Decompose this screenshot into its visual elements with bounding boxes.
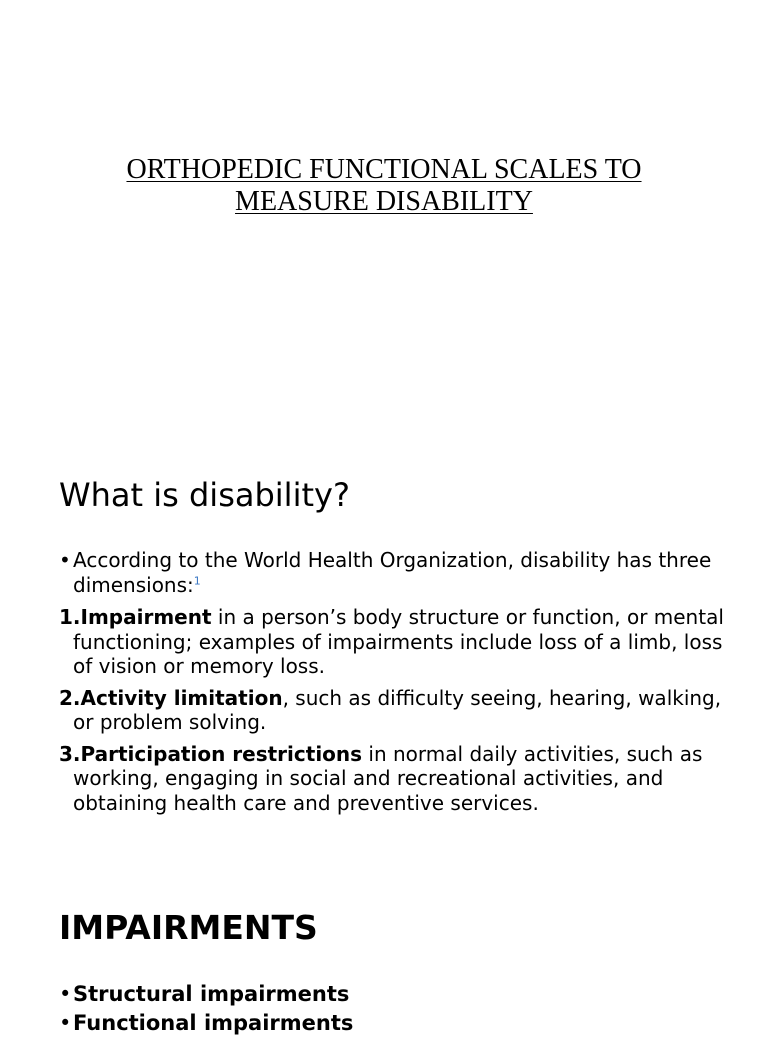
impairments-heading: IMPAIRMENTS [59, 908, 318, 947]
dimension-term: Impairment [80, 605, 212, 629]
impairments-list [59, 980, 729, 1038]
presentation-title [0, 154, 768, 218]
dimension-text: , such as difficulty seeing, hearing, walking, or problem solving. [73, 685, 722, 734]
title-line-1: ORTHOPEDIC FUNCTIONAL SCALES TO [126, 154, 642, 185]
dimension-number: 1. [59, 605, 81, 629]
dimension-item [59, 686, 729, 735]
bullet-dot: • [59, 982, 72, 1006]
who-bullet-text: According to the World Health Organization, disability has three dimensions: [73, 548, 712, 597]
impairment-label: Structural impairments [73, 982, 350, 1006]
dimension-number: 2. [59, 685, 81, 710]
dimension-item [59, 742, 729, 816]
impairment-label: Functional impairments [73, 1011, 354, 1035]
title-slide [0, 0, 768, 430]
bullet-dot: • [59, 548, 71, 572]
dimension-term: Activity limitation [80, 685, 283, 710]
impairments-slide [0, 880, 768, 1035]
dimension-text: in a person’s body structure or function, or mental functioning; examples of impairments include loss of a limb, loss of vision or memory loss. [73, 605, 724, 678]
disability-heading: What is disability? [59, 476, 350, 514]
disability-body [59, 548, 729, 822]
bullet-dot: • [59, 1011, 72, 1035]
dimension-text: in normal daily activities, such as working, engaging in social and recreational activities, and obtaining health care and preventive services. [73, 741, 703, 815]
dimension-term: Participation restrictions [80, 741, 363, 766]
disability-slide [0, 430, 768, 880]
list-item [59, 980, 729, 1009]
dimension-number: 3. [59, 741, 81, 766]
title-line-2: MEASURE DISABILITY [235, 186, 533, 217]
footnote-ref[interactable]: 1 [193, 573, 201, 587]
who-bullet [59, 548, 729, 597]
dimension-item [59, 605, 729, 679]
